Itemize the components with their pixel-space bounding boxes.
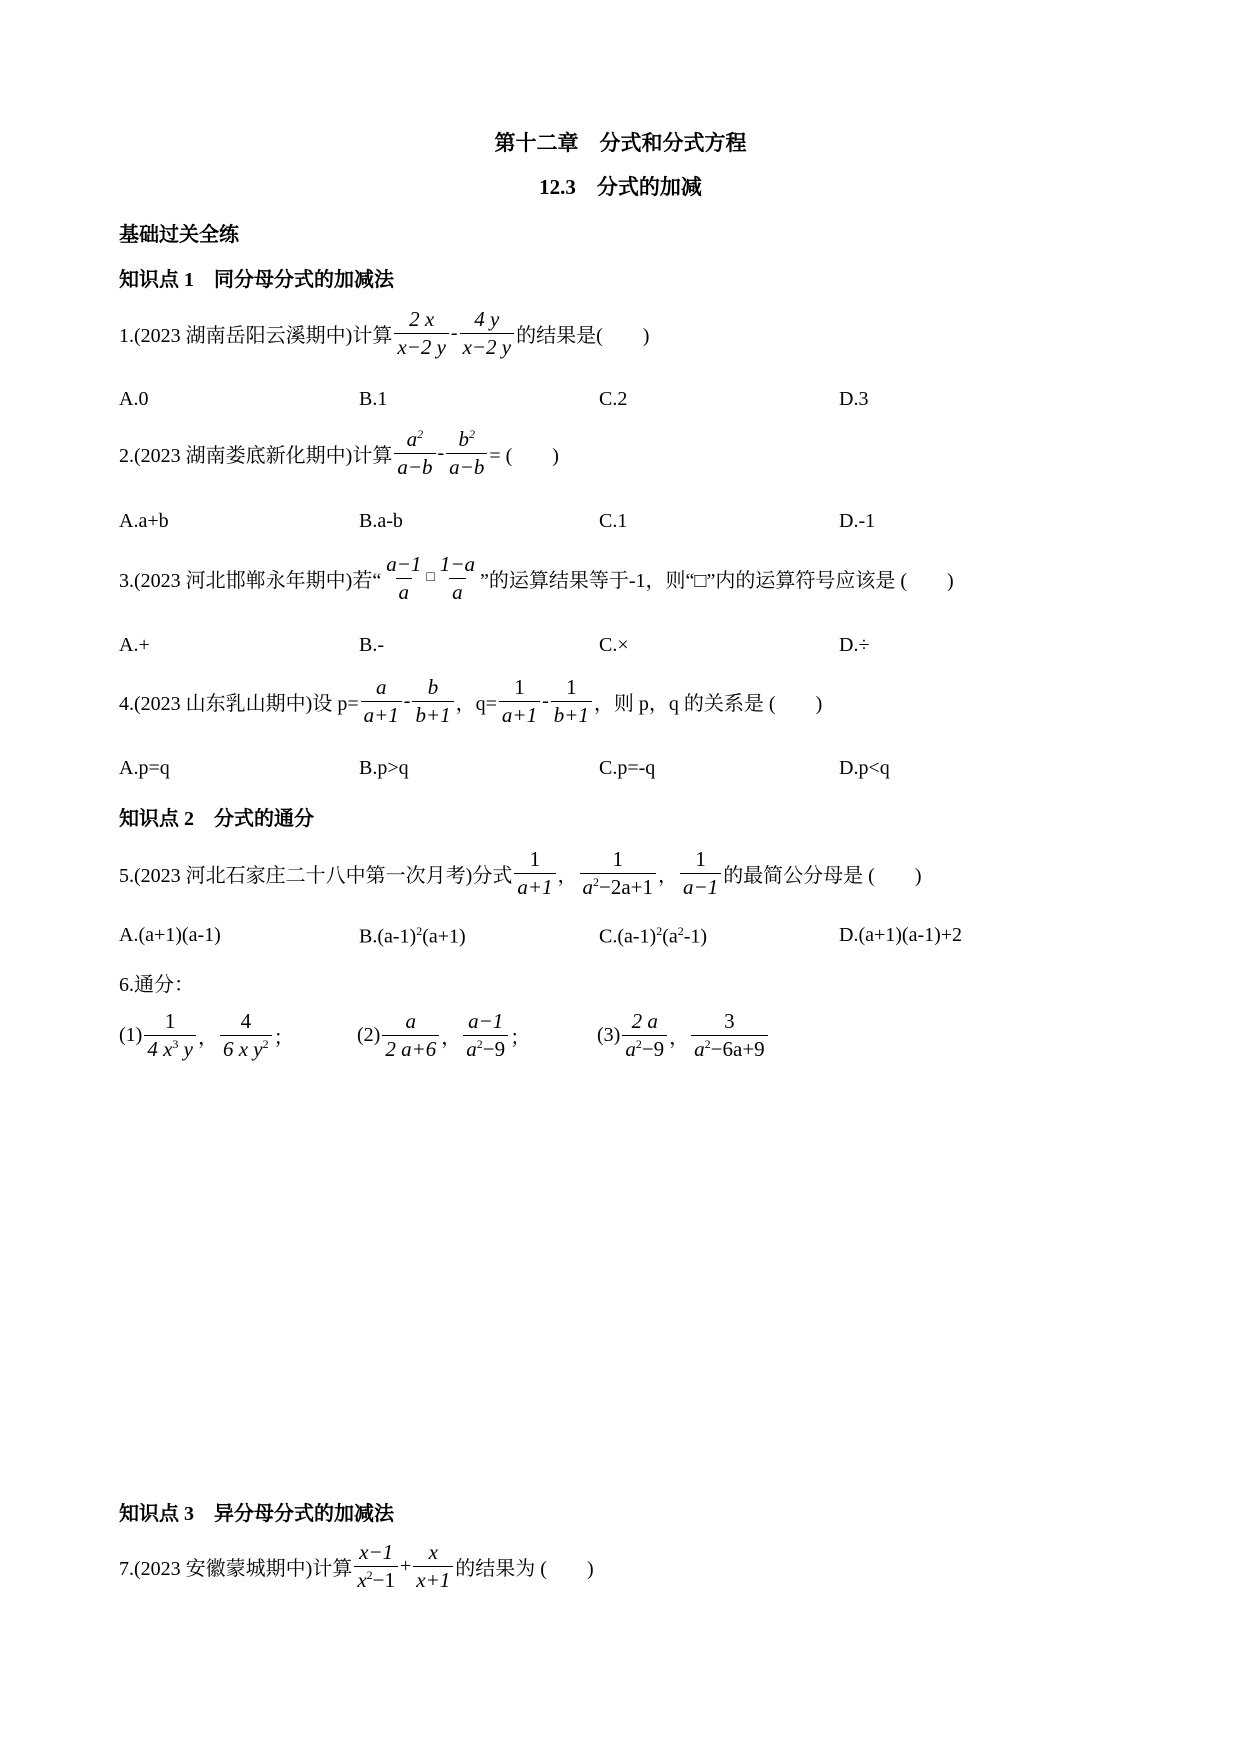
q2-f2-numerator: [456, 428, 479, 453]
q1-f1-numerator: 2 x: [409, 307, 435, 331]
q2-f2-base: b: [458, 427, 469, 451]
q6-p2-f2-den-exponent: 2: [476, 1036, 483, 1051]
q5-option-a[interactable]: [119, 924, 221, 947]
q5-f2-den-base: a: [582, 874, 593, 899]
q2-option-a[interactable]: A.a+b: [119, 510, 169, 532]
q4-fraction-2: [412, 676, 453, 726]
q5-separator-1: ，: [557, 864, 578, 887]
q5-option-c-exponent: 2: [656, 924, 663, 938]
q6-p3-fraction-1: [622, 1010, 667, 1060]
q5-fraction-2: [580, 848, 657, 898]
q1-suffix: 的结果是( ): [516, 324, 650, 347]
q1-option-a[interactable]: A.0: [119, 388, 149, 410]
q7-f1-denominator: [354, 1566, 398, 1592]
q3-suffix: ”的运算结果等于-1，则“□”内的运算符号应该是 ( ): [480, 569, 954, 592]
q7-f1-den-exponent: 2: [366, 1567, 373, 1582]
q5-option-c-post-2: -1): [683, 925, 708, 948]
q6-p3-f2-den-b: −6a+9: [710, 1036, 765, 1061]
q2-prefix: 2.(2023 湖南娄底新化期中)计算: [119, 444, 393, 467]
q6-p1-end: ；: [273, 1026, 294, 1049]
q6-p3-f2-den-a: a: [694, 1036, 705, 1061]
q1-f2-numerator: 4 y: [474, 307, 500, 331]
q6-p3-f1-den-b: −9: [641, 1036, 665, 1061]
q6-p1-f2-den-a: 6 x y: [222, 1036, 263, 1061]
q2-f2-denominator: a−b: [446, 453, 487, 479]
q5-prefix: 5.(2023 河北石家庄二十八中第一次月考)分式: [119, 864, 513, 887]
q5-separator-2: ，: [658, 864, 679, 887]
q4-option-c[interactable]: C.p=-q: [599, 757, 656, 779]
question-1: [119, 308, 649, 358]
q4-fraction-1: [361, 676, 402, 726]
q2-f1-numerator: [404, 428, 427, 453]
q6-p3-f2-denominator: [691, 1035, 768, 1061]
q6-p2-f2-den-a: a: [466, 1036, 477, 1061]
q6-p3-f1-den-exponent: 2: [635, 1036, 642, 1051]
q2-f1-exponent: 2: [417, 427, 424, 441]
q3-f1-denominator: a: [396, 578, 413, 604]
q4-f3-denominator: a+1: [499, 701, 540, 727]
q6-p3-f2-den-exponent: 2: [704, 1036, 711, 1051]
q1-prefix: 1.(2023 湖南岳阳云溪期中)计算: [119, 324, 393, 347]
q6-p1-separator: ，: [197, 1026, 218, 1049]
q6-p2-f2-den-b: −9: [482, 1036, 506, 1061]
q3-box: □: [426, 570, 435, 586]
q5-option-d[interactable]: [839, 924, 962, 947]
q6-p1-f1-numerator: 1: [164, 1009, 176, 1033]
q6-p1-f1-den-exponent: 3: [172, 1036, 179, 1051]
question-3: [119, 553, 954, 603]
q2-option-c[interactable]: C.1: [599, 510, 628, 532]
q3-f2-denominator: a: [449, 578, 466, 604]
q4-f4-numerator: 1: [566, 675, 577, 699]
q6-part-3: [597, 1010, 770, 1060]
q5-fraction-3: [680, 848, 721, 898]
q6-p3-fraction-2: [691, 1010, 768, 1060]
q2-f1-base: a: [406, 427, 418, 451]
q7-f2-numerator: x: [428, 1540, 438, 1564]
q6-p1-f1-den-b: y: [178, 1036, 193, 1061]
q5-option-c-post: (a: [662, 925, 678, 948]
q5-f1-denominator: a+1: [514, 873, 555, 899]
q6-p2-fraction-1: [382, 1010, 439, 1060]
q1-f2-denominator: x−2 y: [460, 333, 515, 359]
q6-p2-label: (2): [357, 1023, 381, 1046]
q4-fraction-4: [551, 676, 592, 726]
q6-p1-f1-den-a: 4 x: [147, 1036, 173, 1061]
q1-option-d[interactable]: D.3: [839, 388, 869, 410]
q6-p2-separator: ，: [441, 1026, 462, 1049]
q7-operator: +: [400, 1554, 412, 1577]
q1-fraction-2: [460, 308, 515, 358]
q4-prefix: 4.(2023 山东乳山期中)设 p=: [119, 692, 359, 715]
q1-operator: -: [450, 321, 458, 344]
q2-suffix: = ( ): [489, 444, 559, 467]
q2-f2-exponent: 2: [469, 427, 475, 441]
q7-suffix: 的结果为 ( ): [455, 1557, 594, 1580]
q4-f3-numerator: 1: [514, 675, 525, 699]
q5-option-d-text: D.(a+1)(a-1)+2: [839, 924, 963, 946]
q7-fraction-2: [413, 1541, 453, 1591]
q3-f2-numerator: 1−a: [439, 552, 476, 576]
q4-f4-denominator: b+1: [551, 701, 592, 727]
q5-f2-denominator: [580, 873, 657, 899]
q7-f2-denominator: x+1: [413, 1566, 453, 1592]
q1-option-c[interactable]: C.2: [599, 388, 628, 410]
q6-p3-f1-den-a: a: [625, 1036, 636, 1061]
q2-option-b[interactable]: B.a-b: [359, 510, 403, 532]
q7-prefix: 7.(2023 安徽蒙城期中)计算: [119, 1557, 353, 1580]
q3-f1-numerator: a−1: [386, 552, 422, 576]
practice-title: 基础过关全练: [119, 224, 239, 246]
question-2: [119, 428, 559, 478]
q7-f1-den-a: x: [357, 1567, 367, 1592]
question-5: [119, 848, 922, 898]
q5-f2-den-rest: −2a+1: [599, 874, 654, 899]
q3-prefix: 3.(2023 河北邯郸永年期中)若“: [119, 569, 382, 592]
q5-option-c-exponent-2: 2: [677, 924, 684, 938]
q6-p3-f1-denominator: [622, 1035, 667, 1061]
q4-f1-numerator: a: [375, 675, 387, 699]
q4-operator-1: -: [403, 689, 411, 712]
q3-fraction-2: [437, 553, 478, 603]
q4-option-a[interactable]: A.p=q: [119, 757, 170, 779]
q7-fraction-1: [354, 1541, 398, 1591]
q6-p2-fraction-2: [463, 1010, 508, 1060]
question-7: [119, 1541, 594, 1591]
q4-option-d[interactable]: D.p<q: [839, 757, 890, 779]
q2-operator: -: [437, 441, 445, 464]
q4-suffix: ，则 p，q 的关系是 ( ): [593, 692, 823, 715]
q5-option-a-text: A.(a+1)(a-1): [119, 924, 221, 946]
q6-p3-f2-numerator: 3: [724, 1009, 735, 1033]
q4-f2-numerator: b: [427, 675, 439, 699]
q5-f2-den-exponent: 2: [593, 874, 599, 889]
q6-p1-f1-denominator: [144, 1035, 196, 1061]
q4-operator-2: -: [542, 689, 549, 712]
chapter-title: 第十二章 分式和分式方程: [494, 131, 747, 155]
q6-p1-f2-den-exponent: 2: [262, 1036, 269, 1051]
q6-p1-f2-denominator: [220, 1035, 272, 1061]
q4-option-b[interactable]: B.p>q: [359, 757, 409, 779]
q3-option-d[interactable]: D.÷: [839, 634, 870, 656]
q6-p2-f1-denominator: 2 a+6: [382, 1035, 439, 1061]
section-title: 12.3 分式的加减: [539, 175, 702, 199]
q6-p3-f1-numerator: 2 a: [631, 1009, 658, 1033]
q3-option-b[interactable]: B.-: [359, 634, 384, 656]
q5-option-b-pre: B.(a-1): [359, 925, 417, 948]
question-6-label: 6.通分：: [119, 974, 194, 996]
q2-fraction-2: [446, 428, 487, 478]
q5-option-b[interactable]: [359, 924, 466, 949]
q4-f1-denominator: a+1: [361, 701, 402, 727]
q4-fraction-3: [499, 676, 540, 726]
q7-f1-numerator: x−1: [359, 1540, 394, 1564]
q2-fraction-1: [394, 428, 435, 478]
q6-part-1: [119, 1010, 294, 1060]
q5-f1-numerator: 1: [529, 847, 541, 871]
q4-mid: ，q=: [455, 692, 497, 715]
q6-p1-label: (1): [119, 1023, 143, 1046]
q4-f2-denominator: b+1: [412, 701, 453, 727]
q5-option-c-pre: C.(a-1): [599, 925, 657, 948]
q5-option-b-exponent: 2: [416, 924, 423, 938]
q5-f3-numerator: 1: [695, 847, 706, 871]
q6-p2-f2-numerator: a−1: [468, 1009, 504, 1033]
q6-p2-f2-denominator: [463, 1035, 508, 1061]
q6-p2-end: ；: [510, 1026, 531, 1049]
q3-fraction-1: [383, 553, 424, 603]
knowledge-point-2: 知识点 2 分式的通分: [119, 808, 314, 830]
q7-f1-den-b: −1: [372, 1567, 395, 1592]
q1-f1-denominator: x−2 y: [394, 333, 449, 359]
q3-option-c[interactable]: C.×: [599, 634, 629, 656]
q6-p1-f2-numerator: 4: [240, 1009, 252, 1033]
knowledge-point-3: 知识点 3 异分母分式的加减法: [119, 1503, 394, 1525]
q5-fraction-1: [514, 848, 555, 898]
q5-f3-denominator: a−1: [680, 873, 721, 899]
q1-fraction-1: [394, 308, 449, 358]
q6-p1-fraction-1: [144, 1010, 196, 1060]
q3-option-a[interactable]: A.+: [119, 634, 150, 656]
q5-option-c[interactable]: [599, 924, 707, 949]
q5-option-b-post: (a+1): [422, 925, 466, 948]
q5-f2-numerator: 1: [612, 847, 623, 871]
knowledge-point-1: 知识点 1 同分母分式的加减法: [119, 269, 394, 291]
q2-option-d[interactable]: D.-1: [839, 510, 876, 532]
q6-part-2: [357, 1010, 530, 1060]
q2-f1-denominator: a−b: [394, 453, 435, 479]
q1-option-b[interactable]: B.1: [359, 388, 388, 410]
q5-suffix: 的最简公分母是 ( ): [723, 864, 922, 887]
q6-p2-f1-numerator: a: [405, 1009, 417, 1033]
question-4: [119, 676, 822, 726]
q6-p1-fraction-2: [220, 1010, 272, 1060]
q6-p3-separator: ，: [669, 1026, 690, 1049]
q6-p3-label: (3): [597, 1023, 621, 1046]
